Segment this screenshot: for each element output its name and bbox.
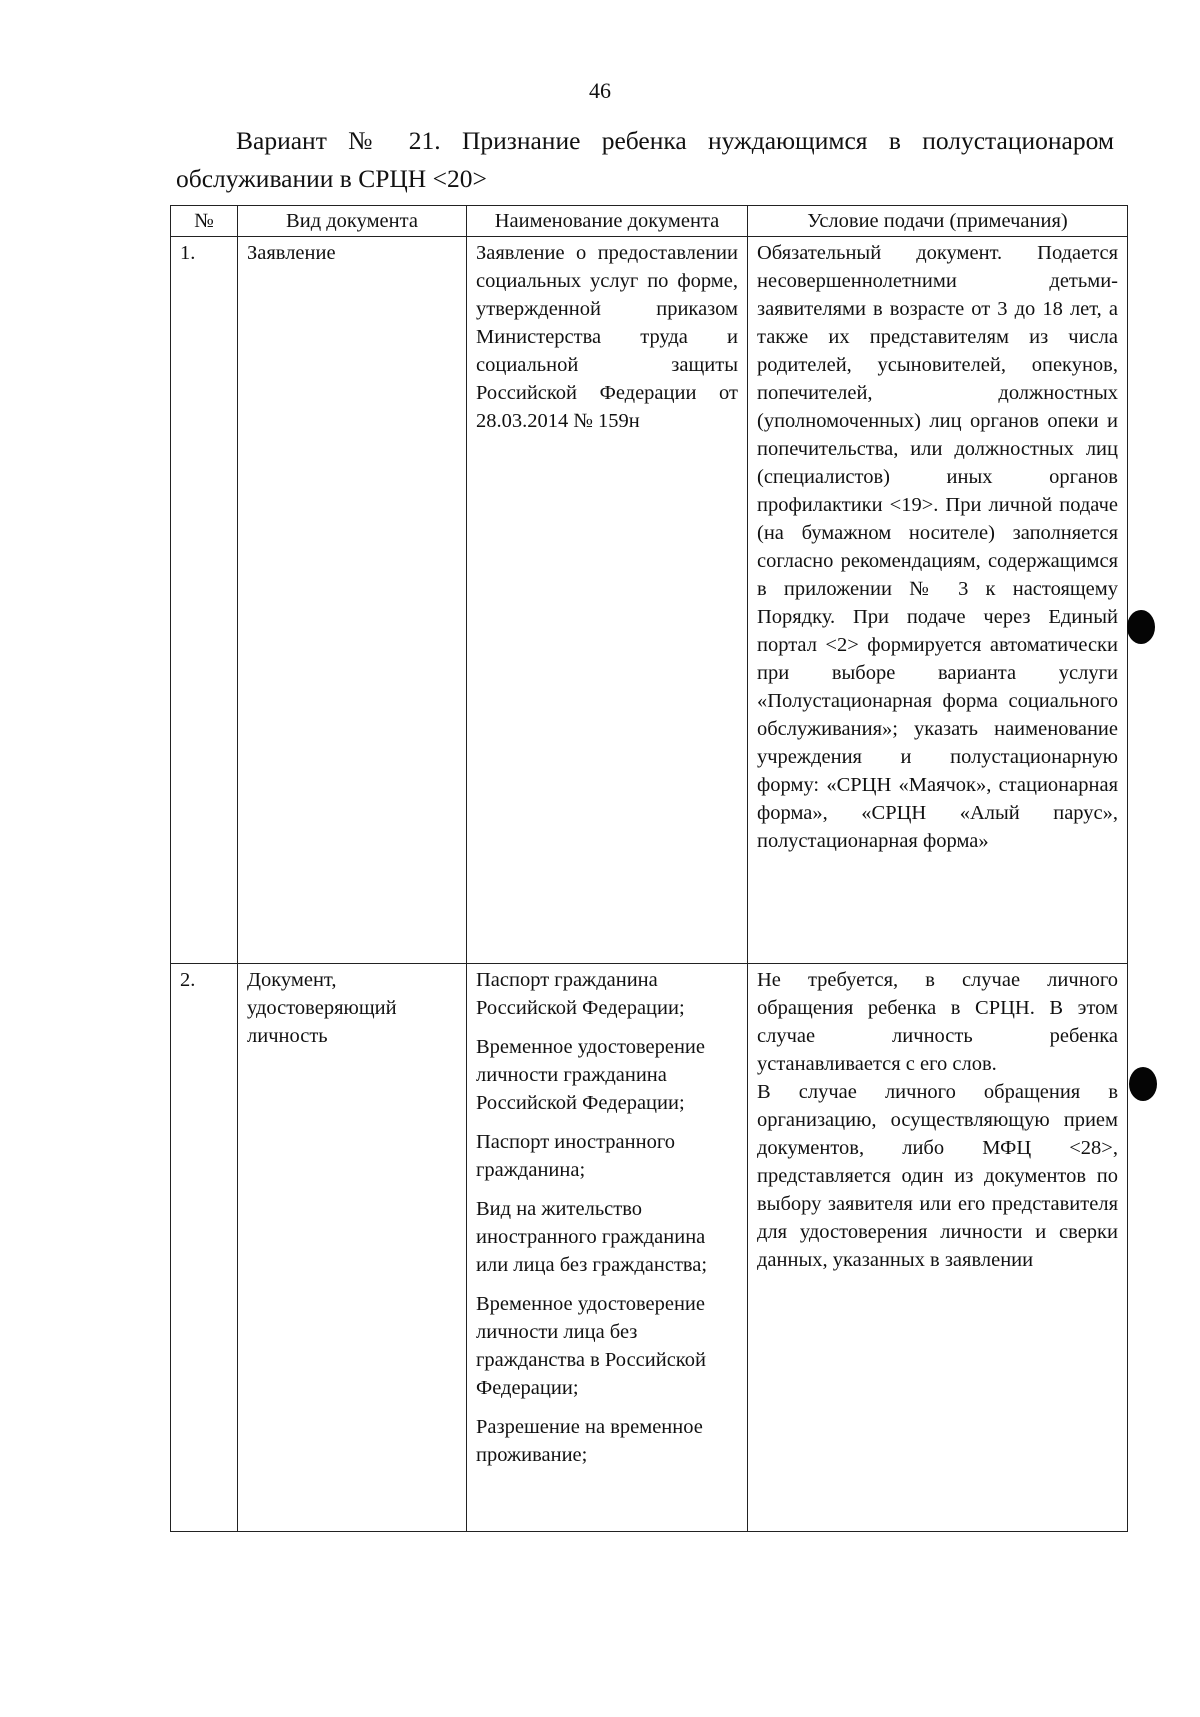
document-type: Документ, удостоверяющий личность bbox=[238, 964, 467, 1532]
document-name: Временное удостоверение личности гражданина Российской Федерации; bbox=[476, 1036, 705, 1114]
heading-text: Вариант № 21. Признание ребенка нуждающимся в полустационаром обслуживании в СРЦН <20> bbox=[176, 126, 1114, 193]
document-name: Паспорт гражданина Российской Федерации; bbox=[476, 969, 685, 1019]
hole-punch-mark bbox=[1129, 1067, 1157, 1101]
header-document-name: Наименование документа bbox=[467, 206, 748, 237]
table-row bbox=[171, 237, 1128, 964]
table-header-row bbox=[171, 206, 1128, 237]
documents-table bbox=[170, 205, 1128, 1532]
document-name-cell bbox=[467, 964, 748, 1532]
row-number: 1. bbox=[171, 237, 238, 964]
document-name: Временное удостоверение личности лица без гражданства в Российской Федерации; bbox=[476, 1293, 706, 1399]
document-name: Паспорт иностранного гражданина; bbox=[476, 1131, 675, 1181]
document-name: Разрешение на временное проживание; bbox=[476, 1416, 703, 1466]
condition-cell bbox=[748, 964, 1128, 1532]
document-name-cell bbox=[467, 237, 748, 964]
header-condition: Условие подачи (примечания) bbox=[748, 206, 1128, 237]
table-row bbox=[171, 964, 1128, 1532]
condition-text: Не требуется, в случае личного обращения ребенка в СРЦН. В этом случае личность ребенка устанавливается с его слов. bbox=[757, 969, 1118, 1075]
document-type: Заявление bbox=[238, 237, 467, 964]
header-document-type: Вид документа bbox=[238, 206, 467, 237]
document-name: Заявление о предоставлении социальных услуг по форме, утвержденной приказом Министерства труда и социальной защиты Российской Федерации от 28.03.2014 № 159н bbox=[476, 242, 738, 432]
row-number: 2. bbox=[171, 964, 238, 1532]
document-name: Вид на жительство иностранного гражданина или лица без гражданства; bbox=[476, 1198, 708, 1276]
hole-punch-mark bbox=[1127, 610, 1155, 644]
condition-text: В случае личного обращения в организацию, осуществляющую прием документов, либо МФЦ <28>, представляется один из документов по выбору заявителя или его представителя для удостоверения личности и сверки данных, указанных в заявлении bbox=[757, 1081, 1118, 1271]
page-number: 46 bbox=[589, 78, 611, 103]
header-num: № bbox=[171, 206, 238, 237]
condition-text: Обязательный документ. Подается несовершеннолетними детьми-заявителями в возрасте от 3 до 18 лет, а также их представителям из числа родителей, усыновителей, опекунов, попечителей, должностных (уполномоченных) лиц органов опеки и попечительства, или должностных лиц (специалистов) иных органов профилактики <19>. При личной подаче (на бумажном носителе) заполняется согласно рекомендациям, содержащимся в приложении № 3 к настоящему Порядку. При подаче через Единый портал <2> формируется автоматически при выборе варианта услуги «Полустационарная форма социального обслуживания»; указать наименование учреждения и полустационарную форму: «СРЦН «Маячок», стационарная форма», «СРЦН «Алый парус», полустационарная форма» bbox=[757, 242, 1118, 852]
condition-cell bbox=[748, 237, 1128, 964]
document-heading bbox=[176, 122, 1114, 198]
